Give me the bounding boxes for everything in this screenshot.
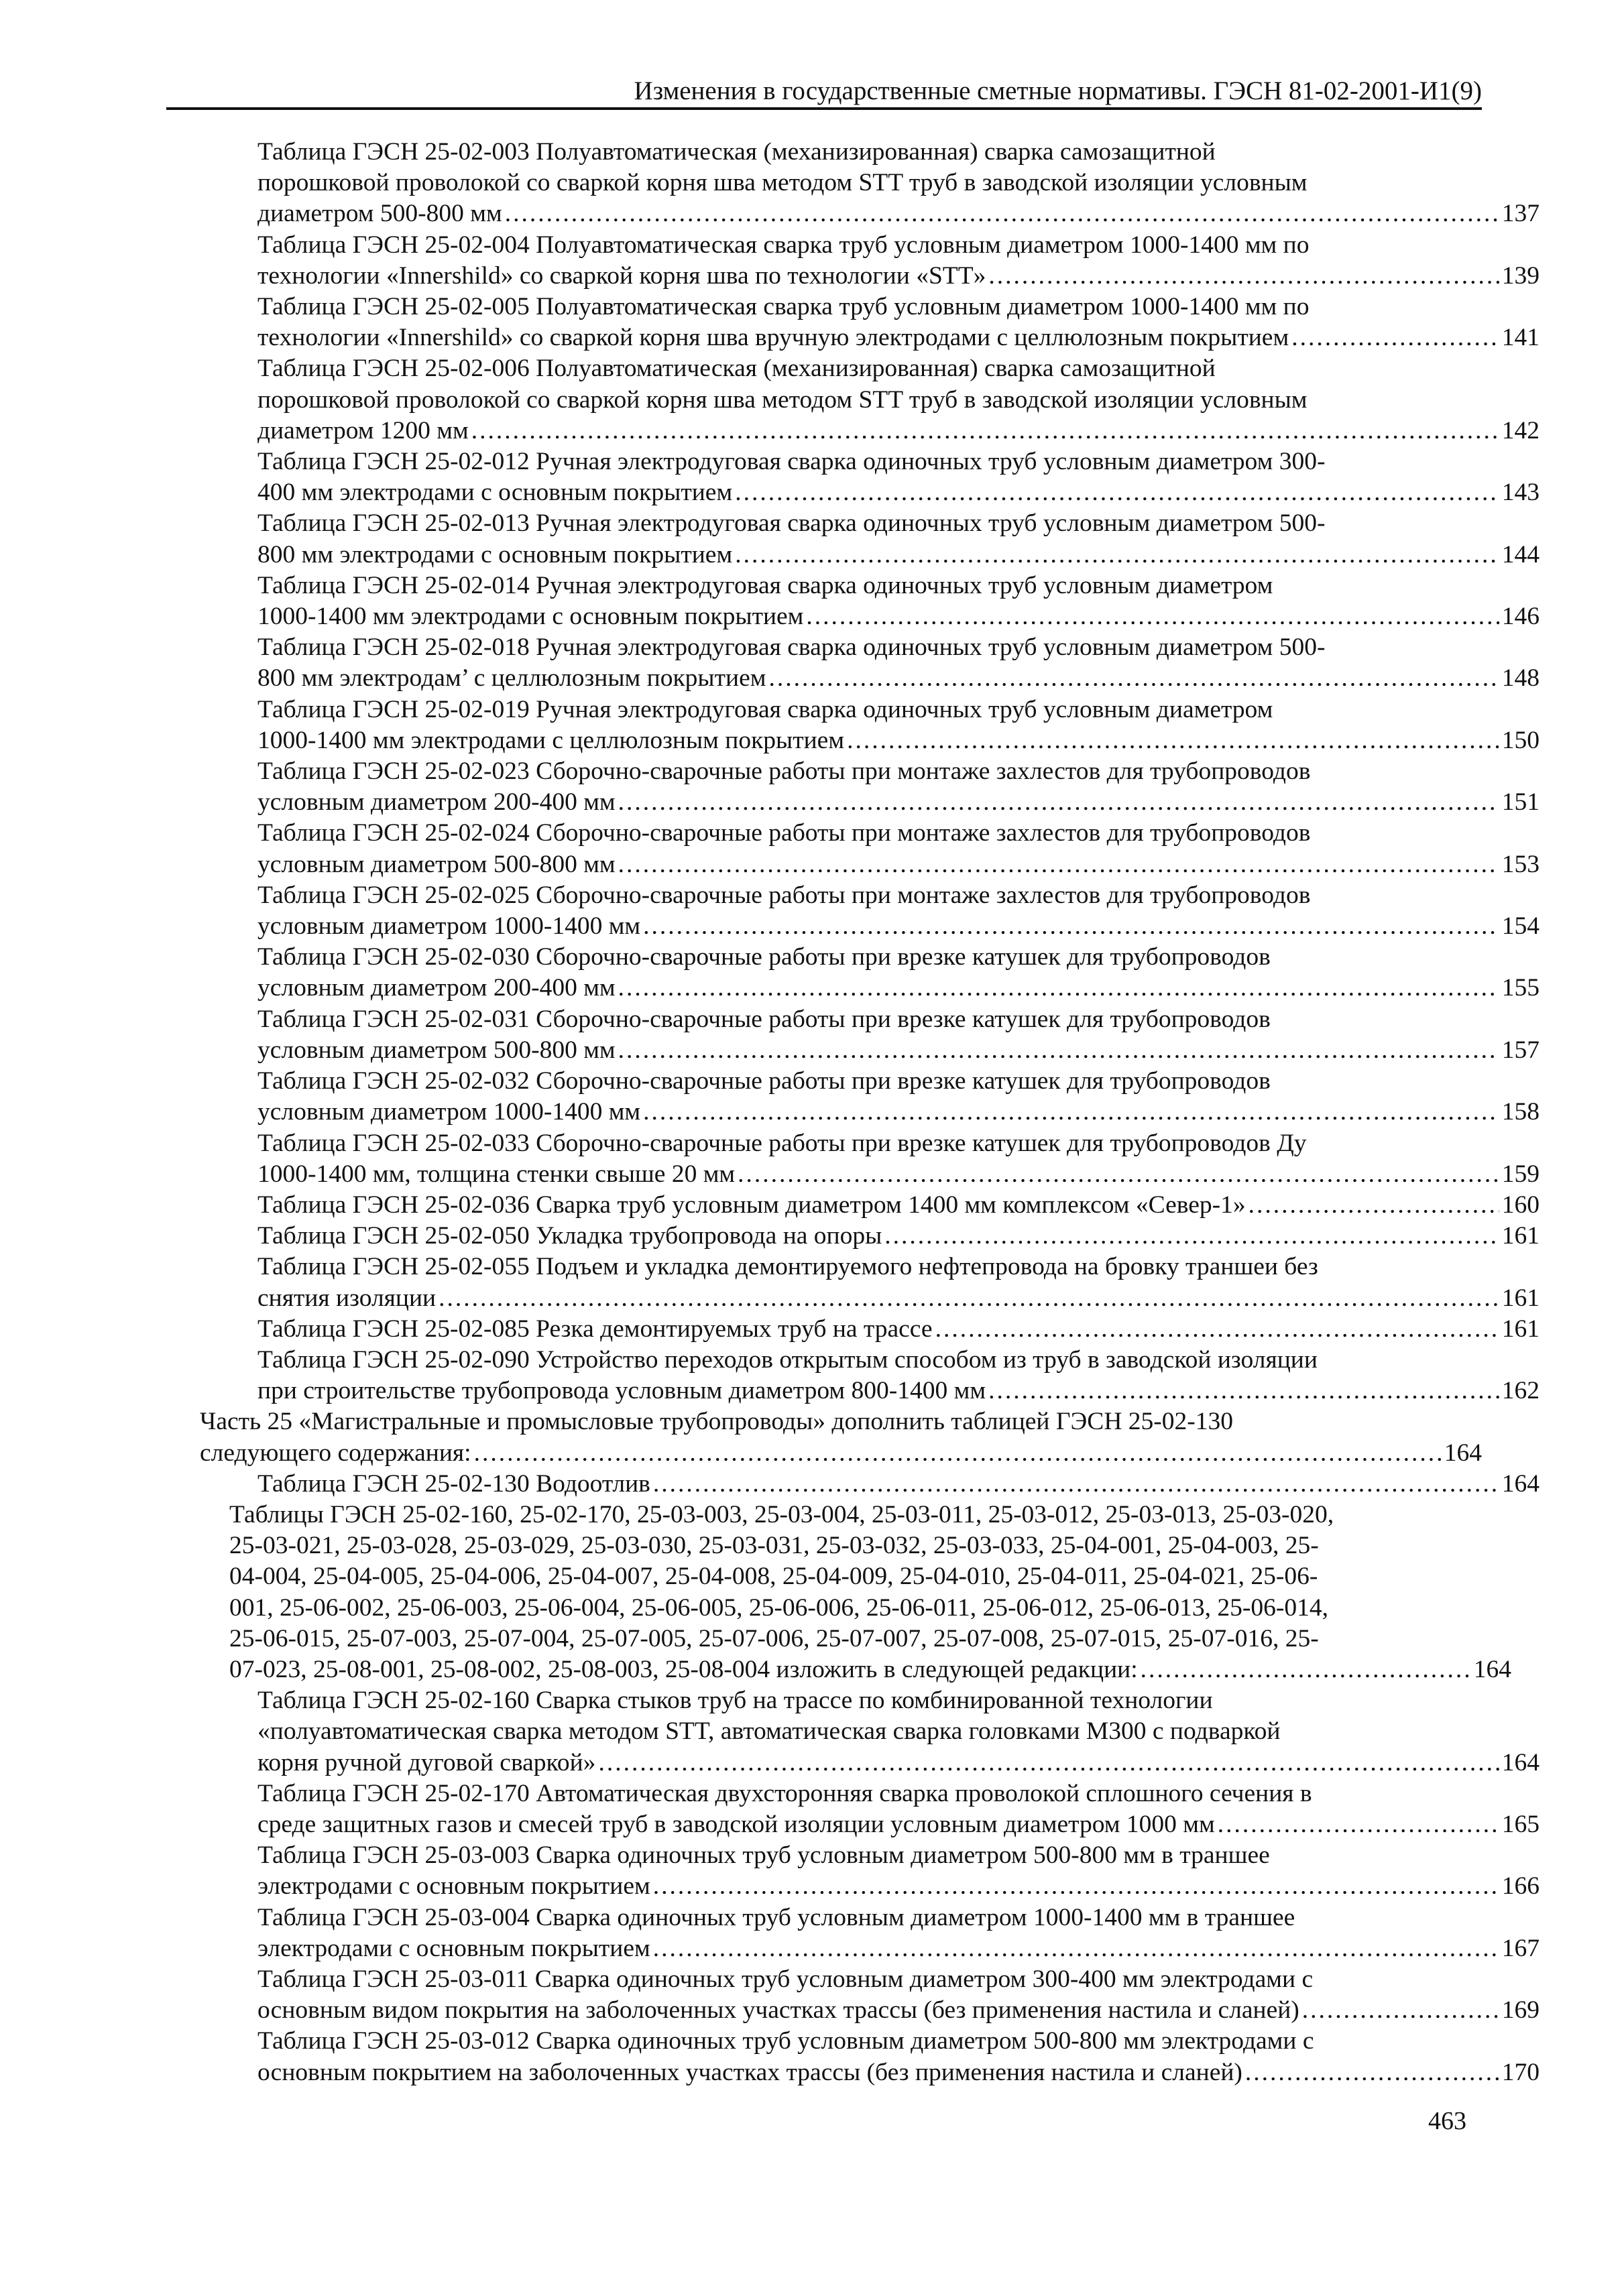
- toc-page-number: 142: [1501, 416, 1540, 444]
- toc-entry-last-line: [257, 2057, 1540, 2088]
- toc-page-number: 143: [1501, 479, 1540, 507]
- toc-page-number: 167: [1501, 1934, 1540, 1962]
- toc-entry[interactable]: [200, 1406, 1482, 1468]
- toc-entry-last-line: [257, 261, 1540, 292]
- toc-entry-text: Таблица ГЭСН 25-02-050 Укладка трубопровода на опоры: [257, 1222, 882, 1250]
- toc-entry-text: условным диаметром 500-800 мм: [257, 850, 616, 878]
- dot-leader: [598, 1748, 1499, 1778]
- dot-leader: [505, 198, 1499, 229]
- toc-entry-last-line: [257, 1995, 1540, 2026]
- toc-page-number: 150: [1501, 726, 1540, 754]
- dot-leader: [768, 663, 1499, 694]
- dot-leader: [988, 1376, 1499, 1406]
- toc-entry-text: 1000-1400 мм, толщина стенки свыше 20 мм: [257, 1160, 736, 1188]
- dot-leader: [988, 261, 1499, 292]
- toc-entry[interactable]: [200, 694, 1540, 756]
- toc-entry[interactable]: [200, 1314, 1540, 1345]
- dot-leader: [618, 973, 1499, 1004]
- toc-entry-text: 1000-1400 мм электродами с основным покрытием: [257, 603, 804, 631]
- toc-entry-text: электродами с основным покрытием: [257, 1934, 650, 1962]
- toc-entry[interactable]: [200, 1902, 1540, 1964]
- toc-entry-line: Таблица ГЭСН 25-02-012 Ручная электродуговая сварка одиночных труб условным диаметром 300-: [257, 448, 1326, 476]
- toc-entry-line: Таблица ГЭСН 25-03-003 Сварка одиночных труб условным диаметром 500-800 мм в траншее: [257, 1841, 1270, 1870]
- toc-entry[interactable]: [200, 1190, 1540, 1221]
- toc-entry-line: Таблица ГЭСН 25-02-055 Подъем и укладка демонтируемого нефтепровода на бровку траншеи без: [257, 1253, 1318, 1281]
- toc-entry-text: основным покрытием на заболоченных участках трассы (без применения настила и сланей): [257, 2058, 1242, 2086]
- toc-page-number: 158: [1501, 1098, 1540, 1126]
- dot-leader: [643, 1097, 1499, 1128]
- dot-leader: [471, 416, 1499, 446]
- toc-entry-text: условным диаметром 1000-1400 мм: [257, 912, 641, 941]
- toc-entry-last-line: [257, 1376, 1540, 1406]
- dot-leader: [1218, 1809, 1499, 1840]
- toc-page-number: 162: [1501, 1377, 1540, 1405]
- toc-entry-last-line: [257, 1097, 1540, 1128]
- toc-page-number: 151: [1501, 788, 1540, 817]
- toc-entry-line: Таблица ГЭСН 25-02-030 Сборочно-сварочные работы при врезке катушек для трубопроводов: [257, 943, 1271, 971]
- toc-page-number: 144: [1501, 540, 1540, 568]
- toc-entry-line: Таблица ГЭСН 25-02-025 Сборочно-сварочные работы при монтаже захлестов для трубопроводов: [257, 881, 1311, 909]
- toc-entry-line: «полуавтоматическая сварка методом STT, автоматическая сварка головками М300 с подваркой: [257, 1717, 1281, 1746]
- toc-entry-last-line: [257, 1871, 1540, 1902]
- toc-entry-line: Таблица ГЭСН 25-02-033 Сборочно-сварочные работы при врезке катушек для трубопроводов Ду: [257, 1129, 1307, 1157]
- dot-leader: [1291, 322, 1499, 353]
- toc-entry-text: 800 мм электродами с основным покрытием: [257, 540, 733, 568]
- toc-entry-line: Таблица ГЭСН 25-02-170 Автоматическая двухсторонняя сварка проволокой сплошного сечения в: [257, 1779, 1312, 1807]
- toc-entry-text: условным диаметром 500-800 мм: [257, 1036, 616, 1064]
- toc-entry-last-line: [257, 911, 1540, 942]
- toc-entry-last-line: [257, 416, 1540, 446]
- toc-page-number: 153: [1501, 850, 1540, 878]
- dot-leader: [735, 477, 1499, 508]
- toc-entry-text: 1000-1400 мм электродами с целлюлозным покрытием: [257, 726, 845, 754]
- toc-entry-line: Таблица ГЭСН 25-02-006 Полуавтоматическая (механизированная) сварка самозащитной: [257, 355, 1216, 383]
- dot-leader: [474, 1438, 1442, 1469]
- toc-entry[interactable]: [200, 2026, 1540, 2088]
- toc-entry-text: 400 мм электродами с основным покрытием: [257, 479, 733, 507]
- toc-entry-line: 25-06-015, 25-07-003, 25-07-004, 25-07-005, 25-07-006, 25-07-007, 25-07-008, 25-07-015, 25-07-016, 25-: [229, 1624, 1319, 1652]
- toc-entry-line: Таблица ГЭСН 25-03-012 Сварка одиночных труб условным диаметром 500-800 мм электродами с: [257, 2027, 1314, 2055]
- toc-entry[interactable]: [200, 1840, 1540, 1902]
- dot-leader: [738, 1159, 1499, 1190]
- dot-leader: [439, 1283, 1499, 1314]
- dot-leader: [653, 1469, 1499, 1500]
- toc-page-number: 137: [1501, 200, 1540, 228]
- toc-entry[interactable]: [200, 292, 1540, 353]
- toc-entry-last-line: [257, 1159, 1540, 1190]
- dot-leader: [1302, 1995, 1499, 2026]
- toc-entry-text: основным видом покрытия на заболоченных участках трассы (без применения настила и сланей): [257, 1996, 1299, 2025]
- dot-leader: [618, 1035, 1499, 1066]
- dot-leader: [884, 1221, 1499, 1252]
- toc-entry-text: следующего содержания:: [200, 1439, 471, 1467]
- dot-leader: [935, 1314, 1499, 1345]
- toc-entry-line: Таблица ГЭСН 25-02-013 Ручная электродуговая сварка одиночных труб условным диаметром 500-: [257, 509, 1326, 538]
- toc-entry-text: технологии «Innershild» со сваркой корня шва по технологии «STT»: [257, 261, 986, 290]
- toc-entry-line: Таблица ГЭСН 25-02-031 Сборочно-сварочные работы при врезке катушек для трубопроводов: [257, 1005, 1271, 1033]
- toc-entry[interactable]: [200, 756, 1540, 818]
- toc-entry-last-line: [257, 1190, 1540, 1221]
- toc-entry-text: корня ручной дуговой сваркой»: [257, 1748, 596, 1776]
- dot-leader: [653, 1871, 1499, 1902]
- dot-leader: [1141, 1654, 1471, 1685]
- running-header: Изменения в государственные сметные нормативы. ГЭСН 81-02-2001-И1(9): [634, 76, 1482, 105]
- dot-leader: [847, 725, 1499, 756]
- toc-page-number: 141: [1501, 324, 1540, 352]
- toc-entry-line: порошковой проволокой со сваркой корня шва методом STT труб в заводской изоляции условным: [257, 385, 1308, 414]
- toc-entry-last-line: [257, 973, 1540, 1004]
- toc-entry[interactable]: [200, 1221, 1540, 1252]
- toc-entry-text: 800 мм электродам’ с целлюлозным покрытием: [257, 664, 766, 692]
- toc-page-number: 154: [1501, 912, 1540, 941]
- toc-entry[interactable]: [200, 446, 1540, 508]
- toc-page-number: 157: [1501, 1036, 1540, 1064]
- toc-entry-text: 07-023, 25-08-001, 25-08-002, 25-08-003, 25-08-004 изложить в следующей редакции:: [229, 1655, 1138, 1683]
- toc-entry-line: Таблица ГЭСН 25-02-014 Ручная электродуговая сварка одиночных труб условным диаметром: [257, 571, 1273, 599]
- toc-entry-line: Таблица ГЭСН 25-03-011 Сварка одиночных труб условным диаметром 300-400 мм электродами с: [257, 1965, 1314, 1993]
- toc-entry[interactable]: [200, 1128, 1540, 1190]
- toc-entry-last-line: [257, 787, 1540, 818]
- toc-page-number: 146: [1501, 603, 1540, 631]
- toc-page-number: 165: [1501, 1810, 1540, 1838]
- toc-page-number: 169: [1501, 1996, 1540, 2025]
- toc-entry[interactable]: [200, 1469, 1540, 1500]
- toc-entry[interactable]: [200, 570, 1540, 632]
- toc-entry-line: Таблица ГЭСН 25-02-032 Сборочно-сварочные работы при врезке катушек для трубопроводов: [257, 1067, 1271, 1095]
- dot-leader: [653, 1933, 1499, 1964]
- toc-entry[interactable]: [200, 1252, 1540, 1313]
- toc-entry-last-line: [257, 725, 1540, 756]
- toc-page-number: 161: [1501, 1284, 1540, 1312]
- dot-leader: [643, 911, 1499, 942]
- toc-entry-last-line: [257, 1283, 1540, 1314]
- toc-entry-text: при строительстве трубопровода условным диаметром 800-1400 мм: [257, 1377, 986, 1405]
- toc-entry[interactable]: [200, 1778, 1540, 1840]
- header-rule: [166, 107, 1482, 110]
- toc-entry-last-line: [257, 1469, 1540, 1500]
- dot-leader: [618, 849, 1499, 880]
- toc-entry[interactable]: [200, 353, 1540, 446]
- toc-page-number: 161: [1501, 1222, 1540, 1250]
- toc-entry[interactable]: [200, 230, 1540, 292]
- dot-leader: [1249, 1190, 1499, 1221]
- toc-entry-line: Таблица ГЭСН 25-03-004 Сварка одиночных труб условным диаметром 1000-1400 мм в траншее: [257, 1903, 1295, 1931]
- toc-entry-line: Часть 25 «Магистральные и промысловые трубопроводы» дополнить таблицей ГЭСН 25-02-130: [200, 1408, 1233, 1436]
- toc-entry[interactable]: [200, 1500, 1511, 1685]
- toc-page-number: 155: [1501, 974, 1540, 1002]
- toc-entry-last-line: [257, 601, 1540, 632]
- toc-entry-last-line: [257, 663, 1540, 694]
- toc-entry[interactable]: [200, 1964, 1540, 2026]
- page-number: 463: [1428, 2107, 1466, 2135]
- toc-entry-last-line: [257, 540, 1540, 570]
- toc-entry[interactable]: [200, 1685, 1540, 1778]
- toc-entry[interactable]: [200, 1004, 1540, 1066]
- toc-entry[interactable]: [200, 942, 1540, 1004]
- toc-entry-text: снятия изоляции: [257, 1284, 437, 1312]
- toc-entry-last-line: [200, 1438, 1482, 1469]
- dot-leader: [1245, 2057, 1499, 2088]
- toc-page-number: 139: [1501, 261, 1540, 290]
- toc-page-number: 159: [1501, 1160, 1540, 1188]
- toc-entry-line: Таблица ГЭСН 25-02-003 Полуавтоматическая (механизированная) сварка самозащитной: [257, 138, 1216, 166]
- toc-entry-line: Таблица ГЭСН 25-02-024 Сборочно-сварочные работы при монтаже захлестов для трубопроводов: [257, 819, 1311, 847]
- toc-page-number: 164: [1501, 1748, 1540, 1776]
- toc-entry-text: условным диаметром 200-400 мм: [257, 788, 616, 817]
- toc-page-number: 148: [1501, 664, 1540, 692]
- toc-entry[interactable]: [200, 137, 1540, 230]
- toc-entry-last-line: [257, 477, 1540, 508]
- toc-entry-line: Таблица ГЭСН 25-02-023 Сборочно-сварочные работы при монтаже захлестов для трубопроводов: [257, 758, 1311, 786]
- toc-entry-line: 25-03-021, 25-03-028, 25-03-029, 25-03-030, 25-03-031, 25-03-032, 25-03-033, 25-04-001, 25-04-003, 25-: [229, 1532, 1319, 1560]
- toc-entry-last-line: [257, 1221, 1540, 1252]
- toc-entry-last-line: [257, 849, 1540, 880]
- dot-leader: [806, 601, 1499, 632]
- toc-entry[interactable]: [200, 880, 1540, 942]
- toc-entry-last-line: [257, 1933, 1540, 1964]
- toc-page-number: 164: [1444, 1439, 1482, 1467]
- toc-entry-line: 001, 25-06-002, 25-06-003, 25-06-004, 25-06-005, 25-06-006, 25-06-011, 25-06-012, 25-06-013, 25-06-014,: [229, 1593, 1329, 1622]
- toc-entry-last-line: [257, 1748, 1540, 1778]
- toc-entry[interactable]: [200, 632, 1540, 694]
- toc-entry-text: Таблица ГЭСН 25-02-085 Резка демонтируемых труб на трассе: [257, 1315, 933, 1343]
- toc-entry-last-line: [257, 1809, 1540, 1840]
- toc-page-number: 161: [1501, 1315, 1540, 1343]
- toc-entry-line: Таблица ГЭСН 25-02-018 Ручная электродуговая сварка одиночных труб условным диаметром 500-: [257, 633, 1326, 662]
- toc-entry[interactable]: [200, 818, 1540, 880]
- toc-page-number: 166: [1501, 1872, 1540, 1900]
- toc-entry-line: Таблицы ГЭСН 25-02-160, 25-02-170, 25-03-003, 25-03-004, 25-03-011, 25-03-012, 25-03-013, 25-03-020,: [229, 1500, 1334, 1528]
- toc-entry-line: 04-004, 25-04-005, 25-04-006, 25-04-007, 25-04-008, 25-04-009, 25-04-010, 25-04-011, 25-04-021, 25-06-: [229, 1563, 1318, 1591]
- toc-entry-last-line: [229, 1654, 1511, 1685]
- toc-entry-last-line: [257, 198, 1540, 229]
- toc-page-number: 164: [1501, 1469, 1540, 1498]
- toc-entry[interactable]: [200, 1345, 1540, 1406]
- toc-entry-last-line: [257, 1035, 1540, 1066]
- toc-entry-line: Таблица ГЭСН 25-02-004 Полуавтоматическая сварка труб условным диаметром 1000-1400 мм по: [257, 231, 1310, 259]
- toc-entry-line: Таблица ГЭСН 25-02-160 Сварка стыков труб на трассе по комбинированной технологии: [257, 1687, 1213, 1715]
- toc-entry-line: Таблица ГЭСН 25-02-005 Полуавтоматическая сварка труб условным диаметром 1000-1400 мм по: [257, 293, 1310, 321]
- toc-entry-text: технологии «Innershild» со сваркой корня шва вручную электродами с целлюлозным покрытием: [257, 324, 1289, 352]
- dot-leader: [735, 540, 1499, 570]
- toc-entry-text: Таблица ГЭСН 25-02-036 Сварка труб условным диаметром 1400 мм комплексом «Север-1»: [257, 1191, 1246, 1219]
- toc-page-number: 164: [1473, 1655, 1511, 1683]
- toc-entry-text: диаметром 500-800 мм: [257, 200, 502, 228]
- toc-entry-text: условным диаметром 200-400 мм: [257, 974, 616, 1002]
- toc-entry-text: электродами с основным покрытием: [257, 1872, 650, 1900]
- toc-entry-text: среде защитных газов и смесей труб в заводской изоляции условным диаметром 1000 мм: [257, 1810, 1215, 1838]
- toc-entry-line: Таблица ГЭСН 25-02-090 Устройство переходов открытым способом из труб в заводской изоляции: [257, 1345, 1318, 1374]
- toc-entry[interactable]: [200, 1066, 1540, 1128]
- toc-entry-line: Таблица ГЭСН 25-02-019 Ручная электродуговая сварка одиночных труб условным диаметром: [257, 695, 1273, 723]
- toc-entry-last-line: [257, 322, 1540, 353]
- table-of-contents: [200, 137, 1540, 2088]
- toc-entry-text: диаметром 1200 мм: [257, 416, 469, 444]
- toc-entry-text: Таблица ГЭСН 25-02-130 Водоотлив: [257, 1469, 650, 1498]
- toc-entry-line: порошковой проволокой со сваркой корня шва методом STT труб в заводской изоляции условным: [257, 169, 1308, 197]
- dot-leader: [618, 787, 1499, 818]
- toc-entry-last-line: [257, 1314, 1540, 1345]
- toc-entry[interactable]: [200, 508, 1540, 570]
- toc-entry-text: условным диаметром 1000-1400 мм: [257, 1098, 641, 1126]
- toc-page-number: 160: [1501, 1191, 1540, 1219]
- toc-page-number: 170: [1501, 2058, 1540, 2086]
